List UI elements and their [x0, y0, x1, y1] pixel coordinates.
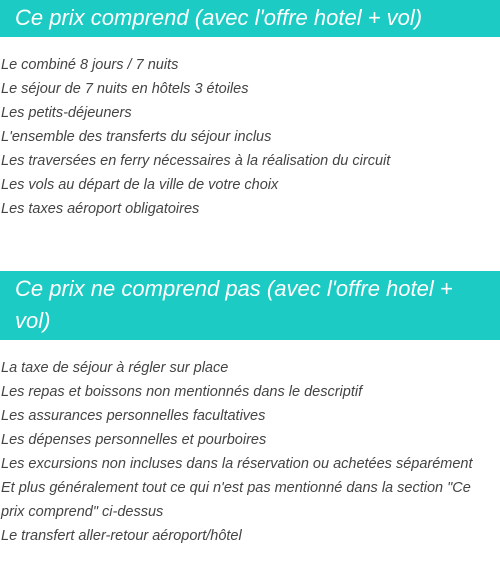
not-included-item: Les dépenses personnelles et pourboires: [1, 432, 267, 448]
not-included-item: Et plus généralement tout ce qui n'est pas mentionné dans la section "Ce prix comprend" ci-dessus: [1, 480, 471, 520]
included-item: Les vols au départ de la ville de votre choix: [1, 177, 279, 193]
included-item: Le séjour de 7 nuits en hôtels 3 étoiles: [1, 81, 249, 97]
included-item: Les petits-déjeuners: [1, 105, 132, 121]
included-item: Les taxes aéroport obligatoires: [1, 201, 200, 217]
not-included-section-title: Ce prix ne comprend pas (avec l'offre hotel + vol): [0, 271, 500, 340]
included-item: Les traversées en ferry nécessaires à la réalisation du circuit: [1, 153, 391, 169]
not-included-item: Les repas et boissons non mentionnés dans le descriptif: [1, 384, 363, 400]
not-included-item: Les excursions non incluses dans la réservation ou achetées séparément: [1, 456, 473, 472]
not-included-item: La taxe de séjour à régler sur place: [1, 360, 229, 376]
not-included-list: [0, 356, 500, 548]
included-item: Le combiné 8 jours / 7 nuits: [1, 57, 179, 73]
not-included-item: Le transfert aller-retour aéroport/hôtel: [1, 528, 242, 544]
included-list: [0, 53, 500, 221]
included-item: L'ensemble des transferts du séjour inclus: [1, 129, 272, 145]
included-section-title: Ce prix comprend (avec l'offre hotel + vol): [0, 0, 500, 37]
not-included-item: Les assurances personnelles facultatives: [1, 408, 266, 424]
